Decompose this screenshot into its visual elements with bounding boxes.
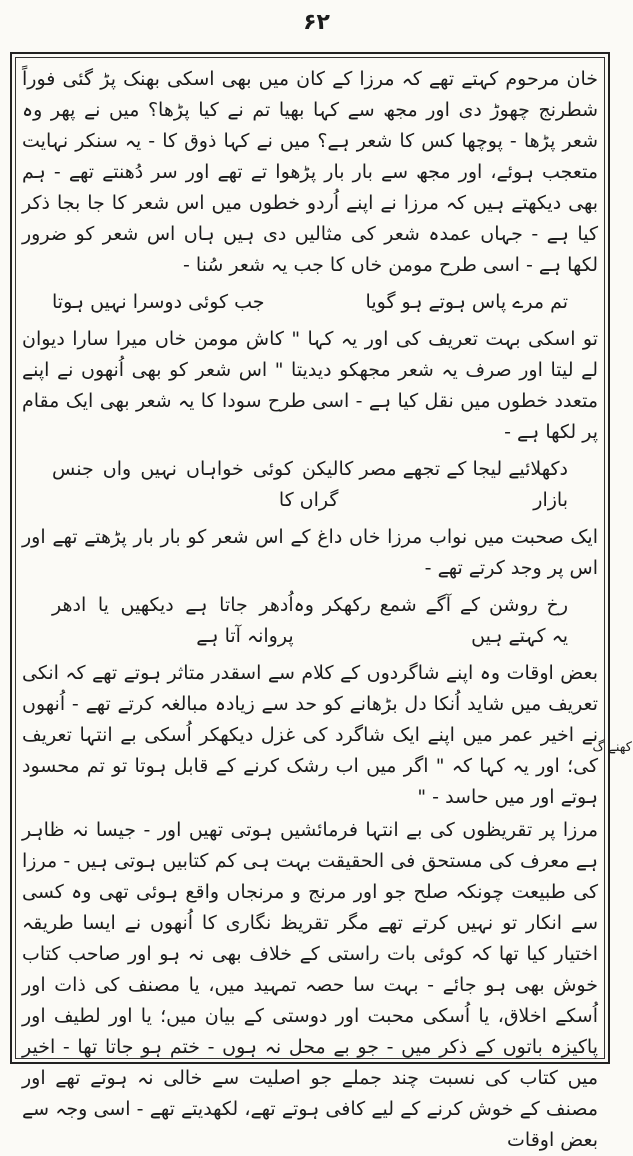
page-text bbox=[22, 64, 598, 1151]
paragraph: مرزا پر تقریظوں کی بے انتہا فرمائشیں ہوتی تھیں اور - جیسا نہ ظاہر ہے معرف کی مستحق فی الحقیقت بہت ہی کم کتابیں ہوتی ہیں - مرزا کی طبیعت چونکہ صلح جو اور مرنج و مرنجاں واقع ہوئی تھی وہ کسی سے انکار تو نہیں کرتے تھے مگر تقریظ نگاری کا اُنھوں نے ایسا طریقہ اختیار کیا تھا کہ کوئی بات راستی کے خلاف بھی نہ ہو اور صاحب کتاب خوش بھی ہو جائے - بہت سا حصہ تمہید میں، یا مصنف کی ذات اور اُسکے اخلاق، یا اُسکی محبت اور دوستی کے بیان میں؛ یا اور لطیف اور پاکیزہ باتوں کے ذکر میں - جو بے محل نہ ہوں - ختم ہو جاتا تھا - اخیر میں کتاب کی نسبت چند جملے جو اصلیت سے خالی نہ ہوتے تھے اور مصنف کے خوش کرنے کے لیے کافی ہوتے تھے، لکھدیتے تھے - اسی وجہ سے بعض اوقات bbox=[22, 819, 598, 1151]
paragraph: ایک صحبت میں نواب مرزا خاں داغ کے اس شعر کو بار بار پڑھتے تھے اور اس پر وجد کرتے تھے - bbox=[22, 526, 598, 579]
verse-couplet bbox=[22, 287, 598, 318]
verse-couplet bbox=[22, 454, 598, 516]
verse-second-line: اُدھر جاتا ہے دیکھیں یا ادھر پروانہ آتا ہے bbox=[52, 594, 294, 647]
verse-second-line: لیکن کوئی خواہاں نہیں واں جنس گراں کا bbox=[52, 458, 339, 511]
paragraph: تو اسکی بہت تعریف کی اور یہ کہا " کاش مومن خاں میرا سارا دیوان لے لیتا اور صرف یہ شعر مجھکو دیدیتا " اس شعر کو بھی اُنھوں نے اپنے متعدد خطوں میں نقل کیا ہے - اسی طرح سودا کا یہ شعر بھی ایک مقام پر لکھا ہے - bbox=[22, 328, 598, 443]
verse-first-line: دکھلائیے لیجا کے تجھے مصر کا بازار bbox=[338, 458, 568, 511]
page-number: ۶۲ bbox=[303, 10, 330, 35]
verse-couplet bbox=[22, 590, 598, 652]
margin-note: کھنے گ bbox=[592, 740, 632, 755]
paragraph: بعض اوقات وہ اپنے شاگردوں کے کلام سے اسقدر متاثر ہوتے تھے کہ انکی تعریف میں شاید اُنکا دل بڑھانے کو حد سے زیادہ مبالغہ کرتے تھے - اُنھوں نے اخیر عمر میں اپنے ایک شاگرد کی غزل دیکھکر اُسکی بے انتہا تعریف کی؛ اور یہ کہا کہ " اگر میں اب رشک کرنے کے قابل ہوتا تو تم محسود ہوتے اور میں حاسد - " bbox=[22, 662, 598, 808]
paragraph: خان مرحوم کہتے تھے کہ مرزا کے کان میں بھی اسکی بھنک پڑ گئی فوراً شطرنج چھوڑ دی اور مجھ سے کہا بھیا تم نے کیا پڑھا؟ میں نے پھر وہ شعر پڑھا - پوچھا کس کا شعر ہے؟ میں نے کہا ذوق کا - یہ سنکر نہایت متعجب ہوئے، اور مجھ سے بار بار پڑھوا تے تھے اور سر دُھنتے تھے - ہم بھی دیکھتے ہیں کہ مرزا نے اپنے اُردو خطوں میں اس شعر کا جا بجا ذکر کیا ہے - جہاں عمدہ شعر کی مثالیں دی ہیں ہاں اس شعر کو ضرور لکھا ہے - اسی طرح مومن خاں کا جب یہ شعر سُنا - bbox=[22, 68, 598, 276]
verse-second-line: جب کوئی دوسرا نہیں ہوتا bbox=[52, 291, 265, 313]
verse-first-line: تم مرے پاس ہوتے ہو گویا bbox=[365, 291, 568, 313]
verse-first-line: رخ روشن کے آگے شمع رکھکر وہ یہ کہتے ہیں bbox=[293, 594, 568, 647]
